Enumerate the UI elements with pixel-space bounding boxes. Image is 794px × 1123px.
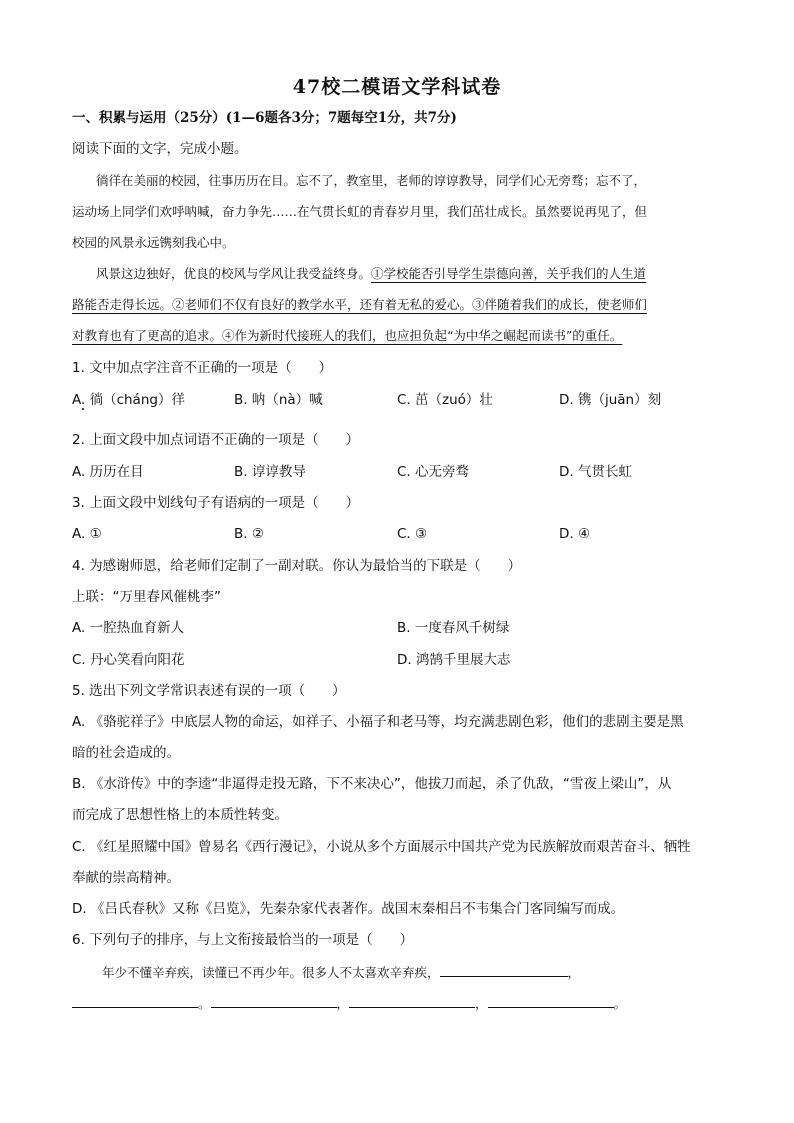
passage-line: 校园的风景永远镌刻我心中。 — [72, 235, 235, 250]
answer-blank[interactable] — [440, 962, 568, 977]
question-5-option-b-cont: 而完成了思想性格上的本质性转变。 — [72, 807, 288, 823]
couplet-first-line: 上联：“万里春风催桃李” — [72, 589, 221, 605]
question-2-option-d[interactable]: D. 气贯长虹 — [559, 464, 632, 480]
question-3-option-c[interactable]: C. ③ — [397, 526, 428, 542]
underlined-sentence: ①学校能否引导学生崇德向善，关乎我们的人生道 — [371, 266, 647, 281]
question-6-sentence: 年少不懂辛弃疾，读懂已不再少年。很多人不太喜欢辛弃疾， — [102, 965, 440, 980]
question-3-option-a[interactable]: A. ① — [72, 526, 102, 542]
reading-instruction: 阅读下面的文字，完成小题。 — [72, 141, 248, 157]
emphasis-dot — [82, 408, 84, 410]
question-5-option-a-cont: 暗的社会造成的。 — [72, 745, 180, 761]
question-6-text — [102, 962, 580, 983]
question-5-option-b[interactable]: B. 《水浒传》中的李逵“非逼得走投无路，下不来决心”，他拔刀而起，杀了仇敌，“雪夜上梁山”，从 — [72, 776, 672, 792]
question-3-stem: 3. 上面文段中划线句子有语病的一项是（ ） — [72, 495, 360, 511]
question-4-option-b[interactable]: B. 一度春风千树绿 — [397, 620, 510, 636]
punctuation: ， — [567, 965, 581, 980]
punctuation: ， — [475, 996, 488, 1011]
question-6-stem: 6. 下列句子的排序，与上文衔接最恰当的一项是（ ） — [72, 932, 414, 948]
question-1-stem: 1. 文中加点字注音不正确的一项是（ ） — [72, 360, 333, 376]
question-1-option-d[interactable]: D. 镌（juān）刻 — [559, 392, 662, 408]
question-2-stem: 2. 上面文段中加点词语不正确的一项是（ ） — [72, 432, 360, 448]
passage-text: 风景这边独好，优良的校风与学风让我受益终身。 — [96, 266, 372, 281]
passage-line: 运动场上同学们欢呼呐喊，奋力争先……在气贯长虹的青春岁月里，我们茁壮成长。虽然要说再见了，但 — [72, 204, 648, 219]
punctuation: 。 — [613, 996, 627, 1011]
underlined-sentence: 路能否走得长远。②老师们不仅有良好的教学水平，还有着无私的爱心。③伴随着我们的成长，使老师们 — [72, 297, 648, 312]
question-4-option-a[interactable]: A. 一腔热血育新人 — [72, 620, 185, 636]
question-6-blanks — [72, 993, 626, 1014]
question-5-option-a[interactable]: A. 《骆驼祥子》中底层人物的命运，如祥子、小福子和老马等，均充满悲剧色彩，他们的悲剧主要是黑 — [72, 714, 684, 730]
question-5-option-c[interactable]: C. 《红星照耀中国》曾易名《西行漫记》，小说从多个方面展示中国共产党为民族解放而艰苦奋斗、牺牲 — [72, 839, 691, 855]
question-5-stem: 5. 选出下列文学常识表述有误的一项（ ） — [72, 683, 346, 699]
passage-line — [96, 264, 646, 284]
question-3-option-d[interactable]: D. ④ — [559, 526, 591, 542]
question-2-option-a[interactable]: A. 历历在目 — [72, 464, 144, 480]
question-4-option-d[interactable]: D. 鸿鹄千里展大志 — [397, 652, 511, 668]
punctuation: ， — [336, 996, 350, 1011]
answer-blank[interactable] — [211, 993, 337, 1008]
question-3-option-b[interactable]: B. ② — [234, 526, 264, 542]
question-4-option-c[interactable]: C. 丹心笑看向阳花 — [72, 652, 185, 668]
underlined-sentence: 对教育也有了更高的追求。④作为新时代接班人的我们，也应担负起“为中华之崛起而读书”的重任。 — [72, 328, 623, 343]
answer-blank[interactable] — [349, 993, 475, 1008]
question-5-option-c-cont: 奉献的崇高精神。 — [72, 870, 180, 886]
answer-blank[interactable] — [488, 993, 614, 1008]
passage-line: 徜徉在美丽的校园，往事历历在目。忘不了，教室里，老师的谆谆教导，同学们心无旁骛；忘不了， — [96, 173, 647, 188]
question-1-option-a[interactable]: A. 徜（cháng）徉 — [72, 392, 185, 408]
question-2-option-b[interactable]: B. 谆谆教导 — [234, 464, 306, 480]
question-1-option-b[interactable]: B. 呐（nà）喊 — [234, 392, 323, 408]
question-4-stem: 4. 为感谢师恩，给老师们定制了一副对联。你认为最恰当的下联是（ ） — [72, 558, 522, 574]
question-5-option-d[interactable]: D. 《吕氏春秋》又称《吕览》，先秦杂家代表著作。战国末秦相吕不韦集合门客同编写而成。 — [72, 901, 625, 917]
question-1-option-c[interactable]: C. 茁（zuó）壮 — [397, 392, 493, 408]
exam-title: 47校二模语文学科试卷 — [292, 76, 502, 98]
punctuation: 。 — [198, 996, 211, 1011]
section-heading: 一、积累与运用（25分）(1—6题各3分；7题每空1分，共7分) — [72, 110, 457, 126]
answer-blank[interactable] — [72, 993, 198, 1008]
question-2-option-c[interactable]: C. 心无旁骛 — [397, 464, 470, 480]
